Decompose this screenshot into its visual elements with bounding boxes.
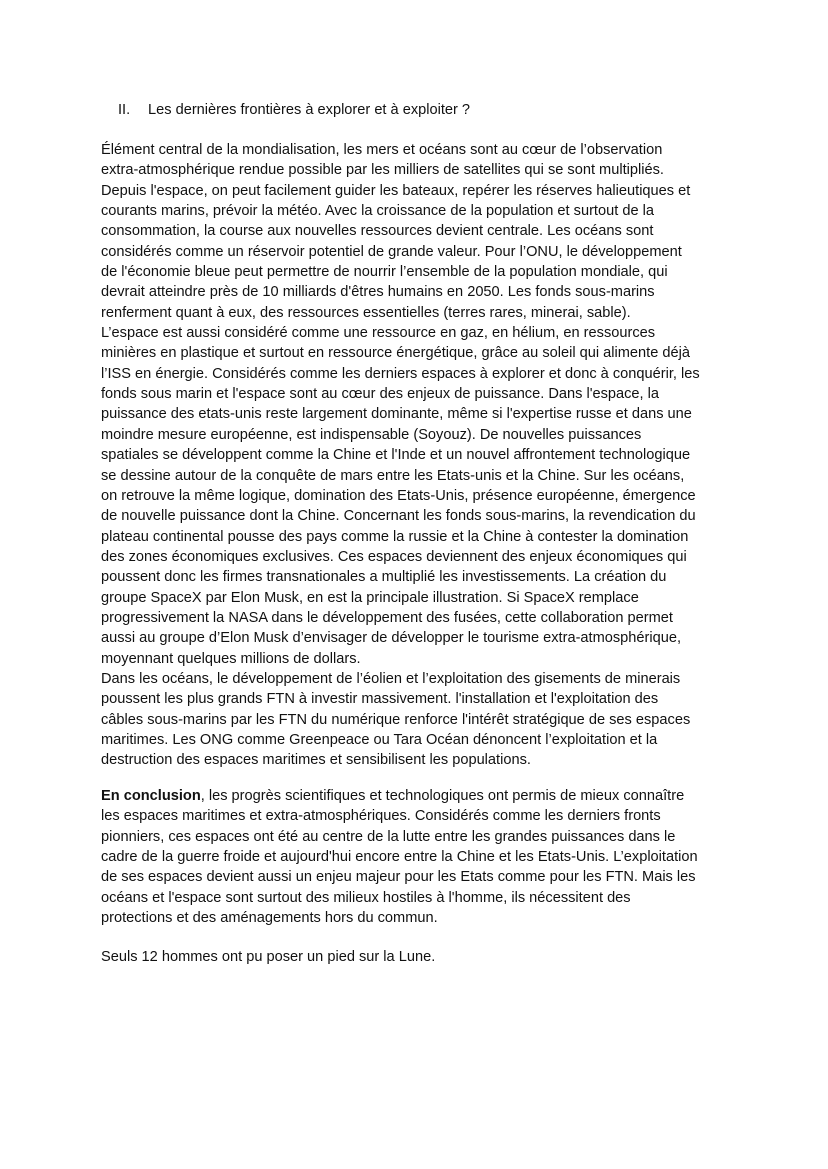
text-line: destruction des espaces maritimes et sensibilisent les populations. <box>101 752 531 769</box>
text-line: protections et des aménagements hors du commun. <box>101 910 438 927</box>
text-line: Depuis l'espace, on peut facilement guider les bateaux, repérer les réserves halieutiques et <box>101 182 691 199</box>
main-paragraph <box>101 140 741 771</box>
text-line: océans et l'espace sont surtout des milieux hostiles à l'homme, ils nécessitent des <box>101 889 631 906</box>
text-line: des zones économiques exclusives. Ces espaces deviennent des enjeux économiques qui <box>101 548 687 565</box>
conclusion-paragraph <box>101 786 741 928</box>
text-line: de l'économie bleue peut permettre de nourrir l’ensemble de la population mondiale, qui <box>101 264 668 281</box>
final-line: Seuls 12 hommes ont pu poser un pied sur la Lune. <box>101 949 436 965</box>
text-line: consommation, la course aux nouvelles ressources devient centrale. Les océans sont <box>101 223 654 240</box>
text-line: progressivement la NASA dans le développement des fusées, cette collaboration permet <box>101 609 673 626</box>
text-line: considérés comme un réservoir potentiel de grande valeur. Pour l’ONU, le développement <box>101 243 682 260</box>
text-line: groupe SpaceX par Elon Musk, en est la principale illustration. Si SpaceX remplace <box>101 589 639 606</box>
text-line: de nouvelle puissance dont la Chine. Concernant les fonds sous-marins, la revendication du <box>101 508 696 525</box>
text-line: plateau continental pousse des pays comme la russie et la Chine à contester la domination <box>101 528 689 545</box>
text-line: se dessine autour de la conquête de mars entre les Etats-unis et la Chine. Sur les océans, <box>101 467 685 484</box>
text-line: minières en plastique et surtout en ressource énergétique, grâce au soleil qui alimente déjà <box>101 345 690 362</box>
section-number: II. <box>118 102 131 118</box>
text-line: cadre de la guerre froide et aujourd'hui encore entre la Chine et les Etats-Unis. L’exploitation <box>101 849 698 866</box>
text-line: maritimes. Les ONG comme Greenpeace ou Tara Océan dénoncent l’exploitation et la <box>101 731 658 748</box>
text-line: puissance des etats-unis reste largement dominante, même si l'expertise russe et dans une <box>101 406 692 423</box>
text-line: L’espace est aussi considéré comme une ressource en gaz, en hélium, en ressources <box>101 325 656 342</box>
text-line: aussi au groupe d’Elon Musk d’envisager de développer le tourisme extra-atmosphérique, <box>101 630 682 647</box>
text-line: fonds sous marin et l'espace sont au cœur des enjeux de puissance. Dans l'espace, la <box>101 386 660 403</box>
final-paragraph <box>101 947 741 967</box>
text-line: Élément central de la mondialisation, les mers et océans sont au cœur de l’observation <box>101 142 663 158</box>
text-line: poussent les plus grands FTN à investir massivement. l'installation et l'exploitation des <box>101 691 659 708</box>
conclusion-first-line <box>101 786 741 806</box>
conclusion-first-line-text: , les progrès scientifiques et technologiques ont permis de mieux connaître <box>200 788 685 804</box>
text-line: devrait atteindre près de 10 milliards d'êtres humains en 2050. Les fonds sous-marins <box>101 284 655 301</box>
conclusion-lead: En conclusion <box>101 788 201 804</box>
text-line: courants marins, prévoir la météo. Avec la croissance de la population et surtout de la <box>101 203 654 220</box>
text-line: de ses espaces devient aussi un enjeu majeur pour les Etats comme pour les FTN. Mais les <box>101 869 696 886</box>
section-title: Les dernières frontières à explorer et à exploiter ? <box>148 102 471 118</box>
text-line: pionniers, ces espaces ont été au centre de la lutte entre les grandes puissances dans le <box>101 828 676 845</box>
text-line: Dans les océans, le développement de l’éolien et l’exploitation des gisements de minerais <box>101 670 681 687</box>
text-line: on retrouve la même logique, domination des Etats-Unis, présence européenne, émergence <box>101 487 696 504</box>
text-line: moyennant quelques millions de dollars. <box>101 650 361 667</box>
text-line: les espaces maritimes et extra-atmosphériques. Considérés comme les derniers fronts <box>101 808 661 825</box>
text-line: spatiales se développent comme la Chine et l'Inde et un nouvel affrontement technologique <box>101 447 691 464</box>
text-line: l’ISS en énergie. Considérés comme les derniers espaces à explorer et donc à conquérir, les <box>101 365 700 382</box>
section-heading <box>118 100 470 120</box>
text-line: moindre mesure européenne, est indispensable (Soyouz). De nouvelles puissances <box>101 426 642 443</box>
text-line: poussent donc les firmes transnationales a multiplié les investissements. La création du <box>101 569 667 586</box>
text-line: renferment quant à eux, des ressources essentielles (terres rares, minerai, sable). <box>101 304 631 321</box>
text-line: extra-atmosphérique rendue possible par les milliers de satellites qui se sont multipliés. <box>101 162 664 179</box>
text-line: câbles sous-marins par les FTN du numérique renforce l'intérêt stratégique de ses espaces <box>101 711 691 728</box>
